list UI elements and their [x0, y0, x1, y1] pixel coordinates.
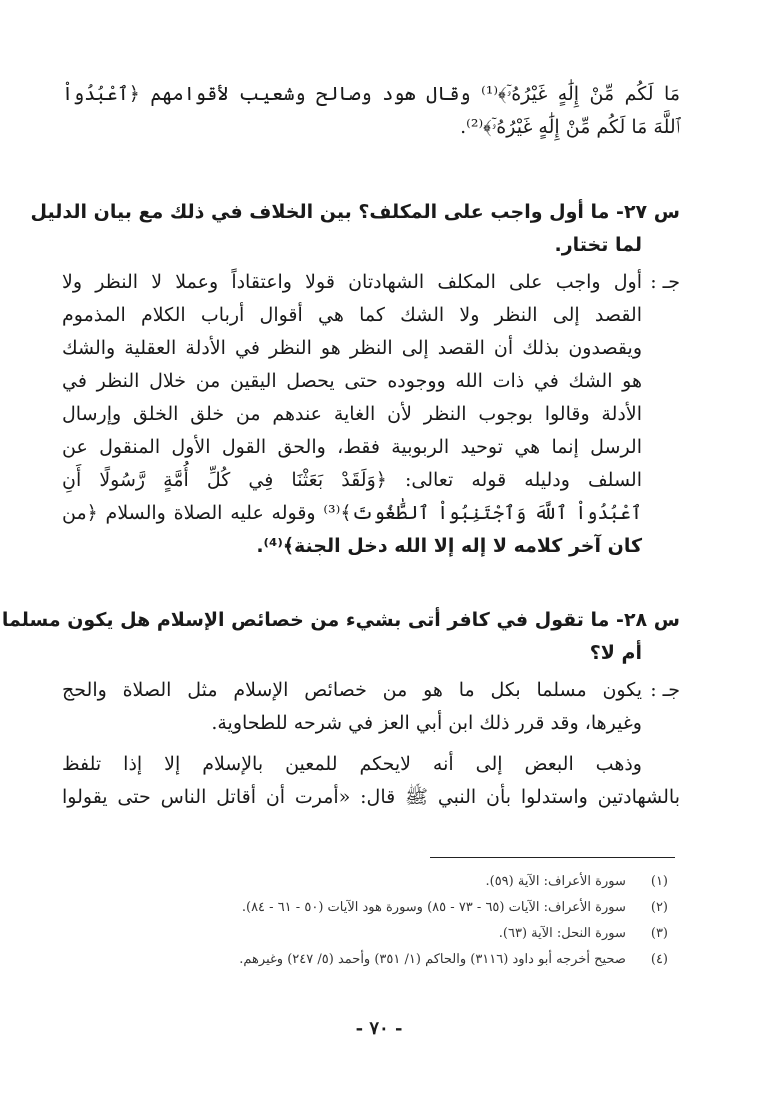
answer-27-line: ٱعْبُدُواْ ٱللَّهَ وَٱجْتَنِبُواْ ٱلطَّٰغُوتَ﴾⁽³⁾ وقوله عليه الصلاة والسلام ﴿من [62, 502, 642, 524]
question-27-line: لما تختار. [554, 234, 642, 256]
footnote-text: سورة النحل: الآية (٦٣). [498, 926, 626, 941]
paragraph-line: بالشهادتين واستدلوا بأن النبي ﷺ قال: «أمرت أن أقاتل الناس حتى يقولوا [62, 786, 680, 808]
question-27 [30, 196, 680, 262]
answer-27-line: أول واجب على المكلف الشهادتان قولا واعتقاداً وعملا لا النظر ولا [62, 271, 642, 293]
footnote-3 [100, 921, 668, 947]
footnote-2 [100, 895, 668, 921]
footnote-4 [100, 947, 668, 973]
question-28 [1, 604, 680, 670]
question-28-line: أم لا؟ [589, 642, 642, 664]
footnote-divider [430, 857, 675, 858]
footnote-1 [100, 869, 668, 895]
question-27-line: س ٢٧- ما أول واجب على المكلف؟ بين الخلاف في ذلك مع بيان الدليل [30, 201, 680, 223]
intro-paragraph [62, 78, 680, 144]
footnote-number: (١) [650, 874, 668, 889]
question-28-line: س ٢٨- ما تقول في كافر أتى بشيء من خصائص الإسلام هل يكون مسلما [1, 609, 680, 631]
footnote-text: سورة الأعراف: الآية (٥٩). [485, 874, 626, 889]
intro-line: ٱللَّهَ مَا لَكُم مِّنْ إِلَٰهٍ غَيْرُهُۥٓ﴾⁽²⁾. [460, 116, 680, 138]
answer-27-line: هو الشك في ذات الله ووجوده حتى يحصل اليقين من خلال النظر في [62, 370, 642, 392]
answer-prefix: جـ : [650, 679, 680, 701]
answer-27-line: كان آخر كلامه لا إله إلا الله دخل الجنة﴾⁽⁴⁾. [256, 535, 642, 557]
paragraph-line: وذهب البعض إلى أنه لايحكم للمعين بالإسلام إلا إذا تلفظ [62, 753, 642, 775]
answer-27-line: القصد إلى النظر ولا الشك كما هي أقوال أرباب الكلام المذموم [62, 304, 642, 326]
answer-27-line: الأدلة وقالوا بوجوب النظر لأن الغاية عندهم من خلق الخلق وإرسال [62, 403, 642, 425]
answer-prefix: جـ : [650, 271, 680, 293]
footnote-number: (٣) [650, 926, 668, 941]
answer-27 [62, 266, 680, 563]
answer-28-line: يكون مسلما بكل ما هو من خصائص الإسلام مثل الصلاة والحج [62, 679, 642, 701]
footnote-number: (٤) [650, 952, 668, 967]
answer-28-line: وغيرها، وقد قرر ذلك ابن أبي العز في شرحه للطحاوية. [211, 712, 642, 734]
footnote-text: سورة الأعراف: الآيات (٦٥ - ٧٣ - ٨٥) وسورة هود الآيات (٥٠ - ٦١ - ٨٤). [241, 900, 626, 915]
answer-27-line: ويقصدون بذلك أن القصد إلى النظر هو النظر في الأدلة العقلية والشك [62, 337, 642, 359]
intro-line: مَا لَكُم مِّنْ إِلَٰهٍ غَيْرُهُۥٓ﴾⁽¹⁾ وقال هود وصالح وشعيب لأقوامهم ﴿ٱعْبُدُواْ [62, 83, 681, 105]
footnote-number: (٢) [650, 900, 668, 915]
answer-28 [62, 674, 680, 740]
continuation-paragraph [62, 748, 680, 814]
page-number: - ٧٠ - [355, 1018, 403, 1039]
footnote-text: صحيح أخرجه أبو داود (٣١١٦) والحاكم (١/ ٣٥١) وأحمد (٥/ ٢٤٧) وغيرهم. [239, 952, 626, 967]
answer-27-line: الرسل إنما هي توحيد الربوبية فقط، والحق القول الأول المنقول عن [62, 436, 642, 458]
answer-27-line: السلف ودليله قوله تعالى: ﴿وَلَقَدْ بَعَثْنَا فِي كُلِّ أُمَّةٍ رَّسُولًا أَنِ [62, 469, 642, 491]
